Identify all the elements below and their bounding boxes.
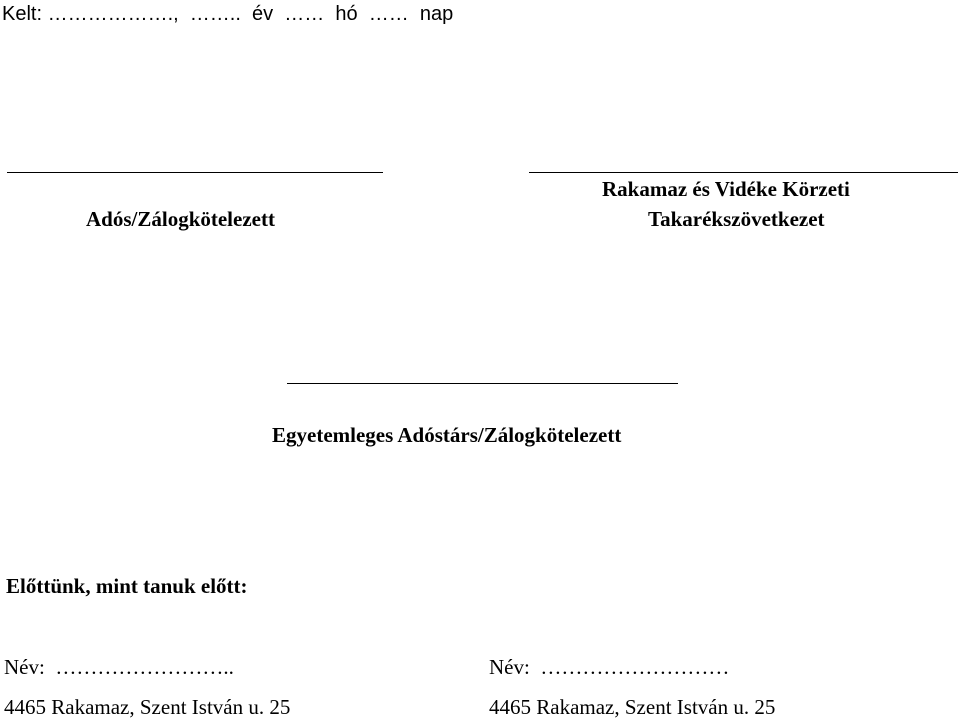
witness-right-name-line: Név: ……………………… bbox=[489, 655, 730, 679]
bank-label-line1: Rakamaz és Vidéke Körzeti bbox=[602, 177, 850, 201]
bank-signature-line bbox=[529, 172, 958, 173]
witness-left-name-line: Név: …………………….. bbox=[4, 655, 234, 679]
debtor-signature-line bbox=[7, 172, 383, 173]
witness-right-address: 4465 Rakamaz, Szent István u. 25 bbox=[489, 695, 776, 719]
witness-left-address: 4465 Rakamaz, Szent István u. 25 bbox=[4, 695, 291, 719]
witnesses-heading: Előttünk, mint tanuk előtt: bbox=[6, 574, 248, 598]
co-debtor-signature-line bbox=[287, 383, 678, 384]
date-line: Kelt: ………………., …….. év …… hó …… nap bbox=[2, 3, 454, 25]
debtor-label: Adós/Zálogkötelezett bbox=[86, 207, 275, 231]
bank-label-line2: Takarékszövetkezet bbox=[648, 207, 825, 231]
co-debtor-label: Egyetemleges Adóstárs/Zálogkötelezett bbox=[272, 423, 622, 447]
